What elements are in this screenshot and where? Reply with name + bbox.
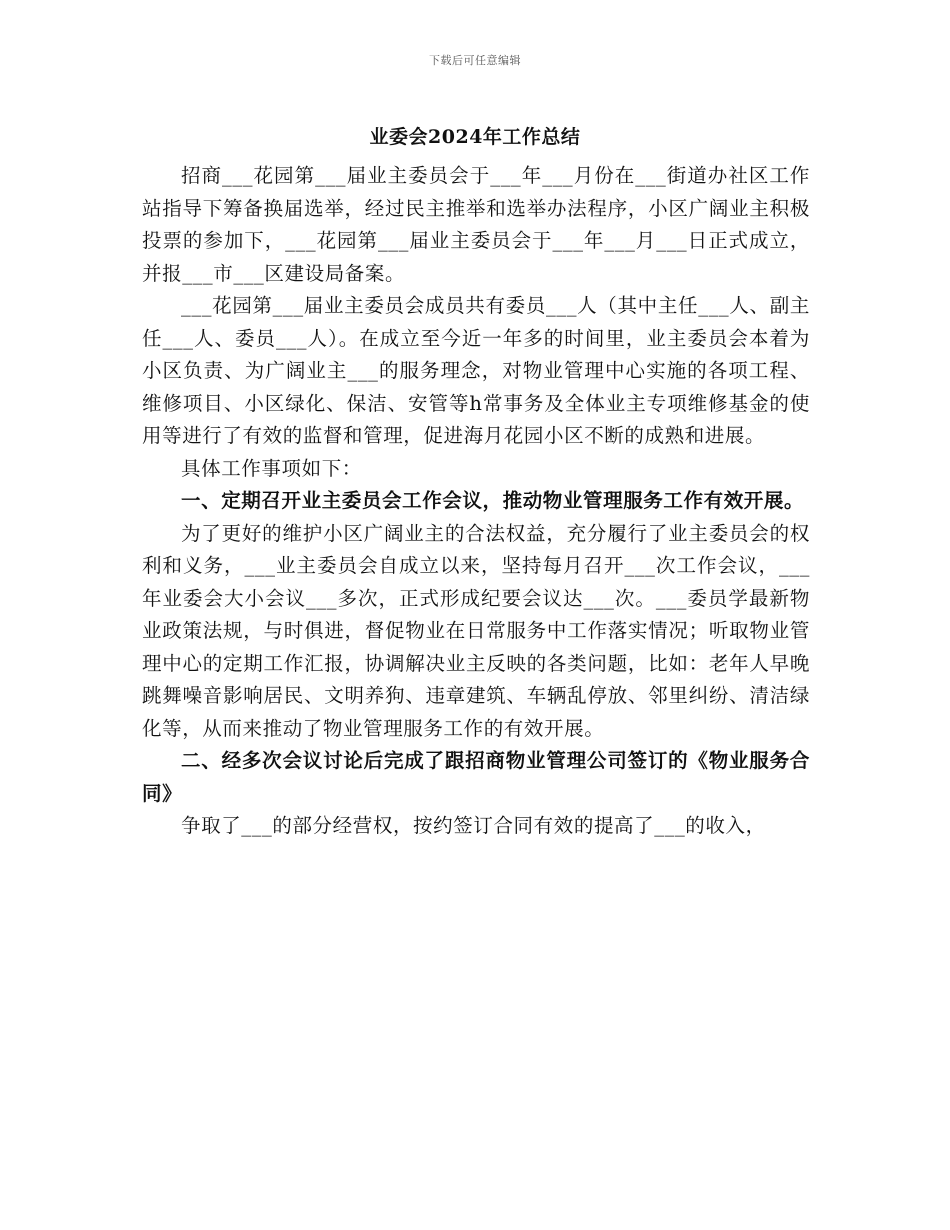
- document-body: [142, 160, 810, 843]
- paragraph: 争取了___的部分经营权，按约签订合同有效的提高了___的收入，: [181, 814, 766, 837]
- header-note: 下载后可任意编辑: [429, 54, 521, 67]
- section-heading: 二、经多次会议讨论后完成了跟招商物业管理公司签订的《物业服务合同》: [142, 749, 810, 805]
- paragraph: 招商___花园第___届业主委员会于___年___月份在___街道办社区工作站指导下筹备换届选举，经过民主推举和选举办法程序，小区广阔业主积极投票的参加下，___花园第___届业主委员会于___年___月___日正式成立，并报___市___区建设局备案。: [142, 164, 811, 285]
- paragraph: 具体工作事项如下：: [181, 456, 362, 480]
- section-heading: 一、定期召开业主委员会工作会议，推动物业管理服务工作有效开展。: [181, 489, 805, 512]
- paragraph: 为了更好的维护小区广阔业主的合法权益，充分履行了业主委员会的权利和义务，___业主委员会自成立以来，坚持每月召开___次工作会议，___年业委会大小会议___多次，正式形成纪要会议达___次。___委员学最新物业政策法规，与时俱进，督促物业在日常服务中工作落实情况；听取物业管理中心的定期工作汇报，协调解决业主反映的各类问题，比如：老年人早晚跳舞噪音影响居民、文明养狗、违章建筑、车辆乱停放、邻里纠纷、清洁绿化等，从而来推动了物业管理服务工作的有效开展。: [142, 521, 810, 740]
- paragraph: ___花园第___届业主委员会成员共有委员___人（其中主任___人、副主任___人、委员___人）。在成立至今近一年多的时间里，业主委员会本着为小区负责、为广阔业主___的服务理念，对物业管理中心实施的各项工程、维修项目、小区绿化、保洁、安管等h常事务及全体业主专项维修基金的使用等进行了有效的监督和管理，促进海月花园小区不断的成熟和进展。: [142, 294, 810, 447]
- document-title: 业委会2024年工作总结: [369, 126, 581, 148]
